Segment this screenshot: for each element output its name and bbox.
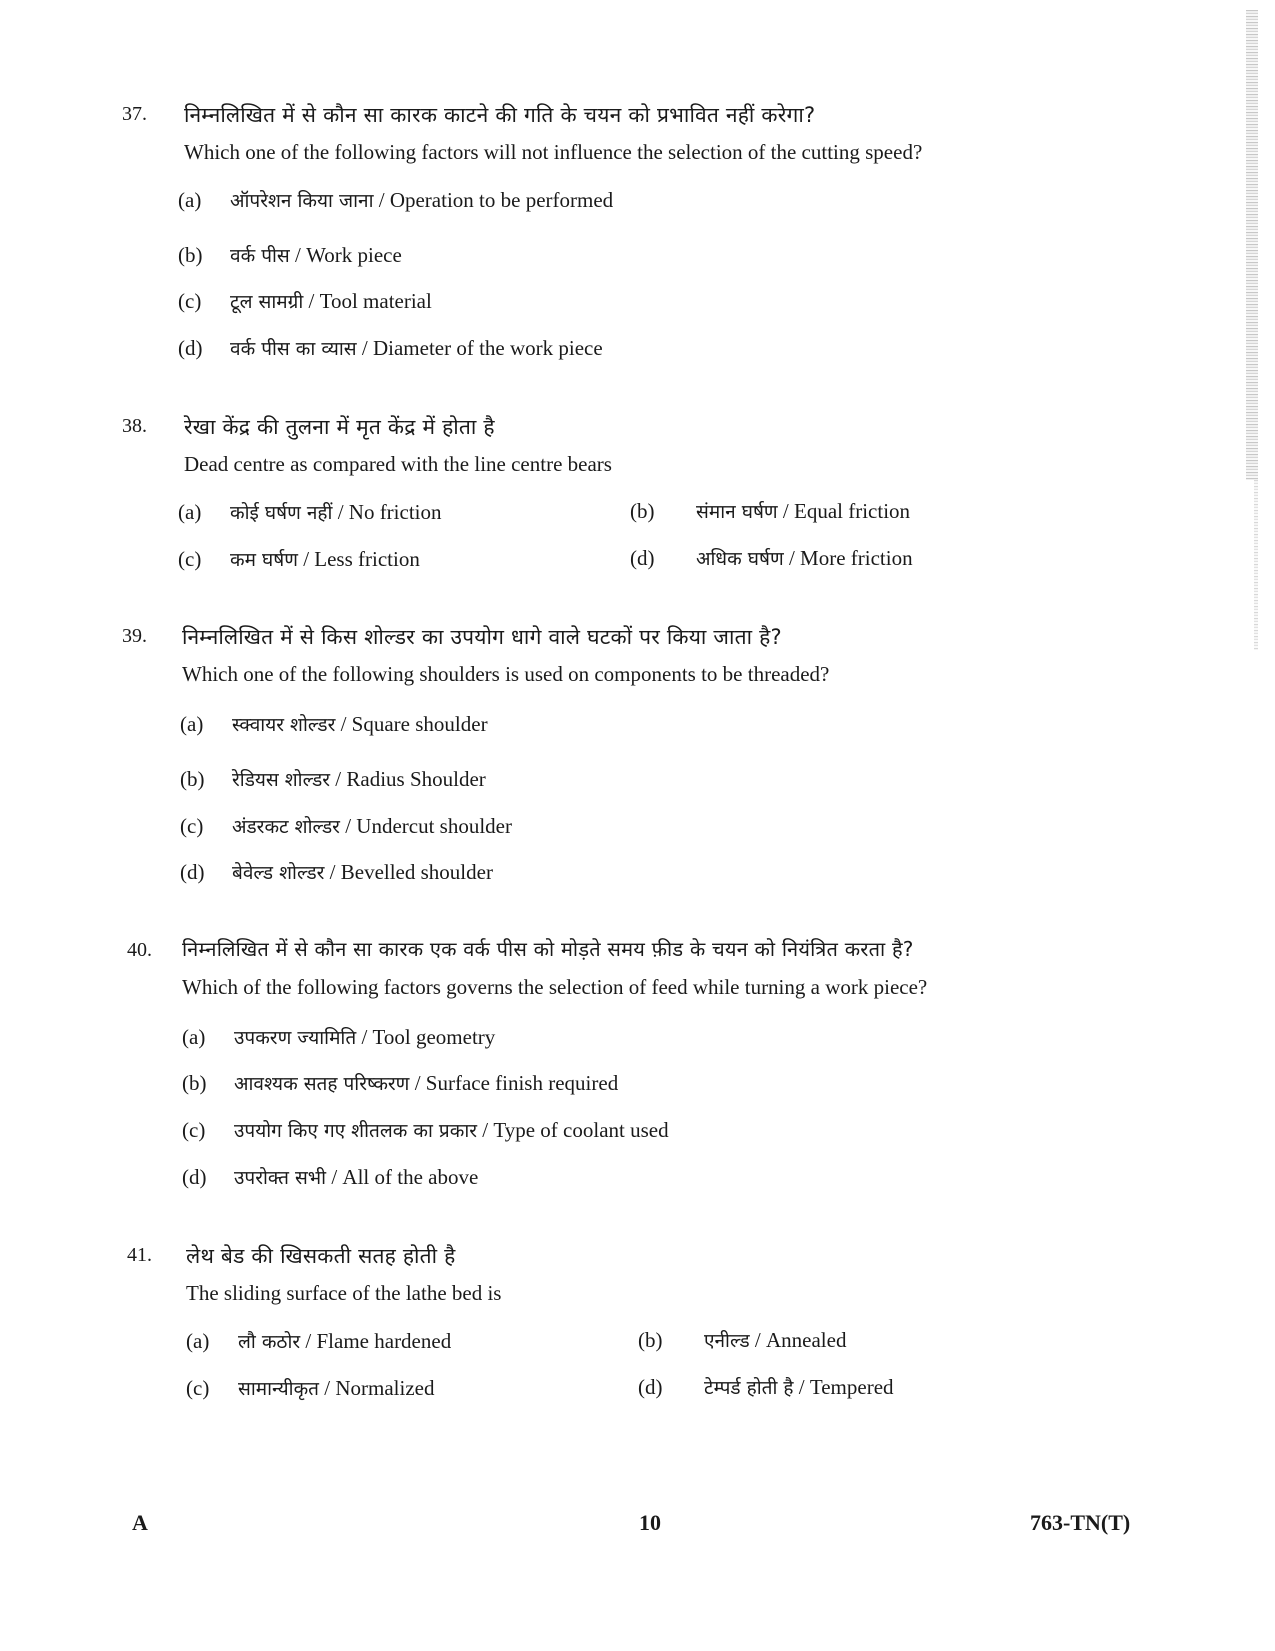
option-label: (c): [178, 547, 202, 571]
option-text-english: / Annealed: [749, 1328, 847, 1352]
option-label: (d): [630, 546, 655, 570]
series-code: A: [132, 1510, 148, 1535]
option-label: (a): [180, 712, 204, 736]
question-number: 37.: [122, 103, 147, 125]
option-c: [178, 546, 420, 572]
option-b: [178, 242, 402, 268]
option-d: [630, 545, 913, 571]
option-label: (a): [182, 1025, 206, 1049]
option-a: [178, 187, 613, 213]
option-label: (d): [178, 336, 203, 360]
option-text-hindi: अंडरकट शोल्डर: [232, 816, 340, 838]
question-text-hindi: निम्नलिखित में से कौन सा कारक काटने की गति के चयन को प्रभावित नहीं करेगा?: [184, 103, 816, 127]
option-text-english: / Tool material: [303, 289, 432, 313]
option-text-english: / Diameter of the work piece: [356, 336, 603, 360]
option-text-hindi: कोई घर्षण नहीं: [230, 502, 333, 524]
option-text-hindi: संमान घर्षण: [696, 501, 778, 523]
option-text-hindi: आवश्यक सतह परिष्करण: [234, 1073, 410, 1095]
question-text-english: Which one of the following factors will not influence the selection of the cutting speed?: [184, 140, 923, 164]
option-text-english: / Work piece: [289, 243, 402, 267]
option-c: [182, 1117, 669, 1143]
option-a: [186, 1328, 451, 1354]
option-text-english: / Operation to be performed: [373, 188, 614, 212]
question-number: 41.: [127, 1244, 152, 1266]
option-label: (b): [178, 243, 203, 267]
option-text-hindi: बेवेल्ड शोल्डर: [232, 862, 325, 884]
question-number: 38.: [122, 415, 147, 437]
option-d: [638, 1374, 894, 1400]
option-text-english: / Undercut shoulder: [339, 814, 512, 838]
option-c: [186, 1375, 435, 1401]
option-label: (b): [638, 1328, 663, 1352]
option-d: [180, 859, 493, 885]
question-text-english: Which of the following factors governs the selection of feed while turning a work piece?: [182, 975, 928, 999]
option-label: (c): [178, 289, 202, 313]
option-text-english: / All of the above: [326, 1165, 479, 1189]
option-label: (d): [182, 1165, 207, 1189]
question-text-hindi: निम्नलिखित में से किस शोल्डर का उपयोग धागे वाले घटकों पर किया जाता है?: [182, 625, 782, 649]
option-a: [180, 711, 488, 737]
option-label: (a): [178, 500, 202, 524]
option-label: (a): [186, 1329, 210, 1353]
option-text-hindi: सामान्यीकृत: [238, 1378, 320, 1400]
option-text-hindi: उपयोग किए गए शीतलक का प्रकार: [234, 1120, 478, 1142]
option-c: [180, 813, 512, 839]
question-text-english: Dead centre as compared with the line centre bears: [184, 452, 612, 476]
option-text-hindi: कम घर्षण: [230, 549, 298, 571]
question-text-hindi: लेथ बेड की खिसकती सतह होती है: [186, 1244, 456, 1268]
option-b: [630, 498, 910, 524]
option-label: (d): [180, 860, 205, 884]
option-text-english: / Type of coolant used: [477, 1118, 669, 1142]
option-text-english: / Less friction: [297, 547, 420, 571]
option-text-hindi: उपरोक्त सभी: [234, 1167, 327, 1189]
option-label: (b): [182, 1071, 207, 1095]
question-text-english: Which one of the following shoulders is used on components to be threaded?: [182, 662, 830, 686]
question-number: 40.: [127, 939, 152, 961]
option-text-english: / More friction: [783, 546, 913, 570]
option-text-hindi: वर्क पीस का व्यास: [230, 338, 357, 360]
option-label: (b): [180, 767, 205, 791]
option-text-english: / Surface finish required: [409, 1071, 619, 1095]
option-text-english: / Normalized: [319, 1376, 435, 1400]
option-label: (d): [638, 1375, 663, 1399]
option-text-english: / Radius Shoulder: [330, 767, 486, 791]
option-label: (c): [180, 814, 204, 838]
option-text-english: / Tool geometry: [356, 1025, 496, 1049]
option-text-hindi: लौ कठोर: [238, 1331, 301, 1353]
option-text-hindi: टेम्पर्ड होती है: [704, 1377, 794, 1399]
option-text-hindi: ऑपरेशन किया जाना: [230, 190, 374, 212]
option-label: (a): [178, 188, 202, 212]
option-d: [182, 1164, 478, 1190]
option-text-hindi: रेडियस शोल्डर: [232, 769, 331, 791]
question-number: 39.: [122, 625, 147, 647]
option-label: (c): [186, 1376, 210, 1400]
option-text-hindi: वर्क पीस: [230, 245, 290, 267]
option-text-hindi: टूल सामग्री: [230, 291, 304, 313]
option-text-hindi: एनील्ड: [704, 1330, 750, 1352]
paper-code: 763-TN(T): [1030, 1510, 1131, 1535]
option-text-english: / No friction: [332, 500, 442, 524]
option-label: (b): [630, 499, 655, 523]
option-text-english: / Bevelled shoulder: [324, 860, 493, 884]
question-text-hindi: निम्नलिखित में से कौन सा कारक एक वर्क पीस को मोड़ते समय फ़ीड के चयन को नियंत्रित करता है?: [182, 937, 914, 961]
question-text-hindi: रेखा केंद्र की तुलना में मृत केंद्र में होता है: [184, 415, 495, 439]
option-text-hindi: अधिक घर्षण: [696, 548, 784, 570]
page-number: 10: [639, 1510, 661, 1535]
option-text-english: / Equal friction: [777, 499, 911, 523]
question-text-english: The sliding surface of the lathe bed is: [186, 1281, 502, 1305]
option-b: [182, 1070, 618, 1096]
option-c: [178, 288, 432, 314]
option-text-hindi: स्क्वायर शोल्डर: [232, 714, 336, 736]
option-b: [180, 766, 486, 792]
scan-edge-artifact: [1246, 10, 1258, 480]
option-text-hindi: उपकरण ज्यामिति: [234, 1027, 357, 1049]
option-text-english: / Flame hardened: [300, 1329, 452, 1353]
option-text-english: / Square shoulder: [335, 712, 488, 736]
option-label: (c): [182, 1118, 206, 1142]
option-a: [178, 499, 442, 525]
option-d: [178, 335, 603, 361]
option-text-english: / Tempered: [793, 1375, 894, 1399]
scan-edge-artifact-lower: [1254, 480, 1258, 650]
option-b: [638, 1327, 846, 1353]
option-a: [182, 1024, 495, 1050]
